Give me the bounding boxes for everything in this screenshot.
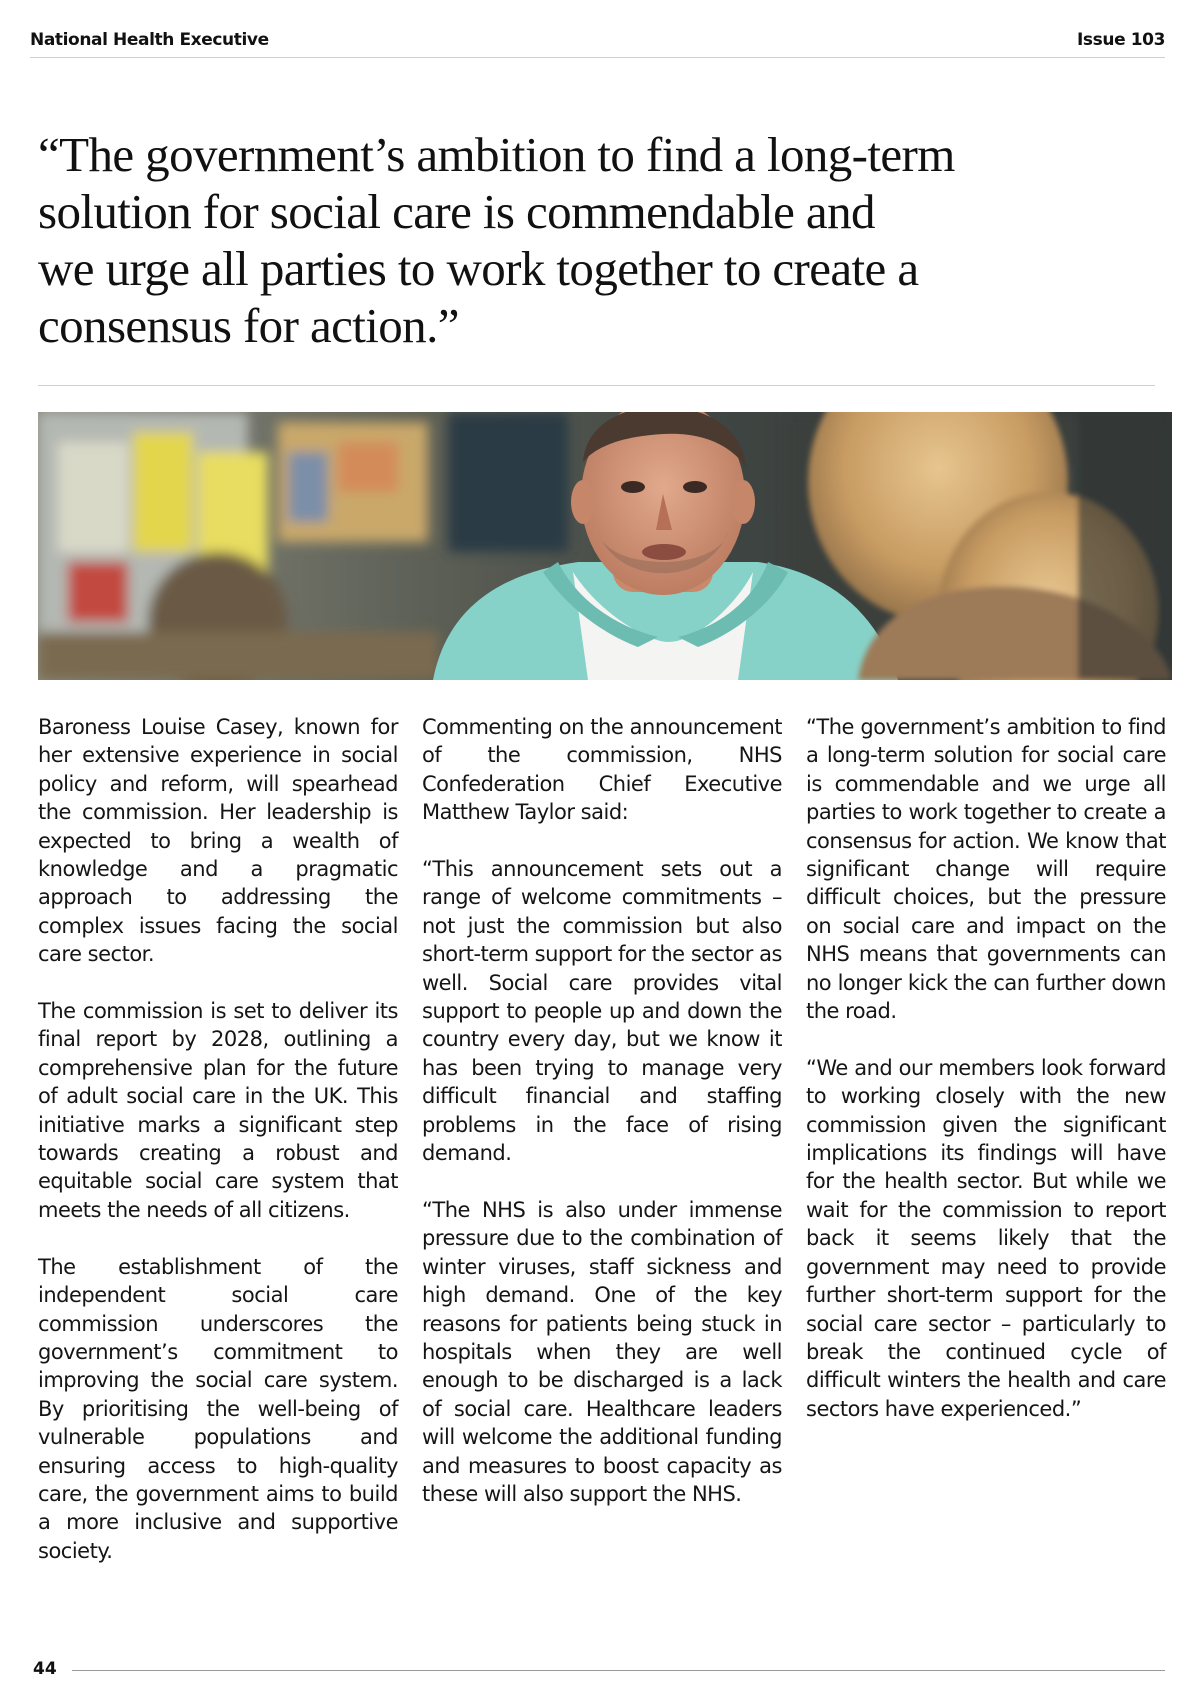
pull-quote-line: solution for social care is commendable and [38, 184, 875, 239]
paragraph: “This announcement sets out a range of welcome commitments – not just the commission but also short-term support for the sector as well. Social care provides vital support to people up and down the country every day, but we know it has been trying to manage very difficult financial and staffing problems in the face of rising demand. [422, 857, 782, 1166]
page-header [30, 30, 1165, 58]
publication-name: National Health Executive [30, 30, 269, 50]
footer-divider [72, 1670, 1165, 1671]
pull-quote-line: we urge all parties to work together to create a [38, 241, 919, 296]
page-number: 44 [33, 1659, 57, 1679]
paragraph: The commission is set to deliver its final report by 2028, outlining a comprehensive plan for the future of adult social care in the UK. This initiative marks a significant step towards creating a robust and equitable social care system that meets the needs of all citizens. [38, 999, 398, 1222]
paragraph: Baroness Louise Casey, known for her extensive experience in social policy and reform, will spearhead the commission. Her leadership is expected to bring a wealth of knowledge and a pragmatic approach to addressing the complex issues facing the social care sector. [38, 715, 398, 967]
paragraph: Commenting on the announcement of the commission, NHS Confederation Chief Executive Matthew Taylor said: [422, 715, 782, 825]
paragraph: The establishment of the independent social care commission underscores the government’s commitment to improving the social care system. By prioritising the well-being of vulnerable populations and ensuring access to high-quality care, the government aims to build a more inclusive and supportive society. [38, 1254, 398, 1563]
paragraph: “The NHS is also under immense pressure due to the combination of winter viruses, staff sickness and high demand. One of the key reasons for patients being stuck in hospitals when they are well enough to be discharged is a lack of social care. Healthcare leaders will welcome the additional funding and measures to boost capacity as these will also support the NHS. [422, 1197, 782, 1506]
pull-quote [38, 126, 1138, 354]
pull-quote-line: consensus for action.” [38, 298, 459, 353]
article-column-3 [806, 713, 1166, 1452]
article-column-2 [422, 713, 782, 1537]
paragraph: “The government’s ambition to find a long-term solution for social care is commendable and we urge all parties to work together to create a consensus for action. We know that significant change will require difficult choices, but the pressure on social care and impact on the NHS means that governments can no longer kick the can further down the road. [806, 715, 1166, 1024]
divider [38, 385, 1155, 386]
issue-number: Issue 103 [1077, 30, 1165, 50]
paragraph: “We and our members look forward to working closely with the new commission given the significant implications its findings will have for the health sector. But while we wait for the commission to report back it seems likely that the government may need to provide further short-term support for the social care sector – particularly to break the continued cycle of difficult winters the health and care sectors have experienced.” [806, 1055, 1166, 1421]
article-column-1 [38, 713, 398, 1594]
pull-quote-line: “The government’s ambition to find a long-term [38, 127, 955, 182]
article-photo [38, 412, 1172, 680]
